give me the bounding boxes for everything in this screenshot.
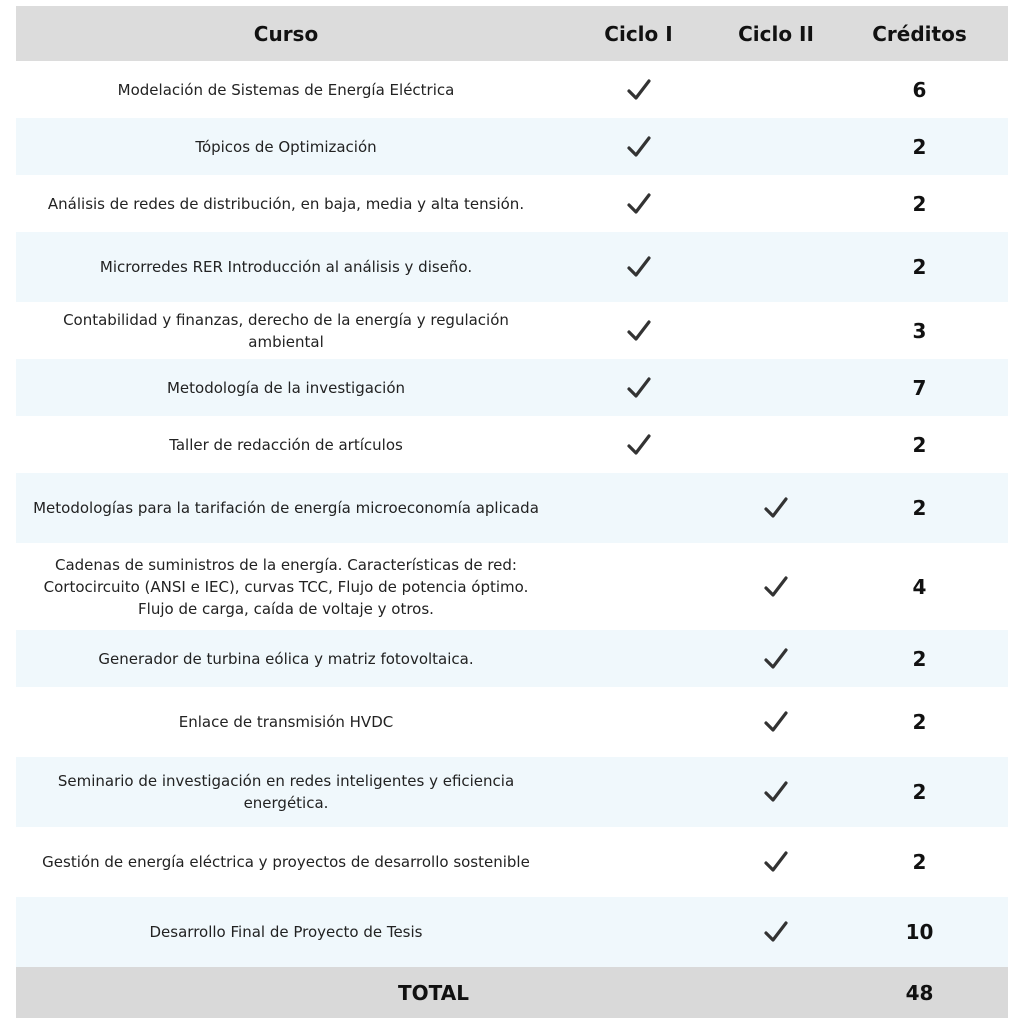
total-label: TOTAL — [398, 980, 469, 1005]
cycle-1-cell — [556, 687, 721, 757]
cycle-1-cell — [556, 302, 721, 359]
course-credits: 2 — [912, 780, 927, 804]
table-row — [16, 175, 1008, 232]
cycle-1-cell — [556, 897, 721, 967]
table-row — [16, 118, 1008, 175]
cycle-2-cell — [721, 757, 831, 827]
course-credits: 4 — [912, 574, 927, 599]
table-row — [16, 302, 1008, 359]
course-name: Microrredes RER Introducción al análisis y diseño. — [99, 258, 473, 276]
cycle-1-cell — [556, 232, 721, 302]
table-row — [16, 897, 1008, 967]
course-name: Contabilidad y finanzas, derecho de la energía y regulación ambiental — [63, 310, 509, 351]
total-spacer — [721, 967, 831, 1018]
header-credits: Créditos — [872, 21, 967, 46]
cycle-1-cell — [556, 118, 721, 175]
cycle-1-cell — [556, 630, 721, 687]
cycle-1-cell — [556, 175, 721, 232]
courses-table — [16, 6, 1008, 1018]
cycle-1-cell — [556, 473, 721, 543]
course-name: Gestión de energía eléctrica y proyectos de desarrollo sostenible — [42, 853, 530, 871]
checkmark-icon — [762, 778, 790, 806]
cycle-1-cell — [556, 827, 721, 897]
checkmark-icon — [762, 848, 790, 876]
checkmark-icon — [625, 76, 653, 104]
table-header-row — [16, 6, 1008, 61]
header-cycle-1: Ciclo I — [604, 21, 673, 46]
checkmark-icon — [762, 708, 790, 736]
course-credits: 2 — [912, 432, 927, 457]
header-course: Curso — [253, 21, 319, 46]
course-name: Enlace de transmisión HVDC — [178, 713, 394, 731]
cycle-2-cell — [721, 687, 831, 757]
total-row — [16, 967, 1008, 1018]
course-credits: 2 — [912, 191, 927, 216]
cycle-2-cell — [721, 827, 831, 897]
cycle-2-cell — [721, 359, 831, 416]
checkmark-icon — [625, 190, 653, 218]
checkmark-icon — [625, 374, 653, 402]
course-credits: 7 — [912, 375, 927, 400]
course-name: Taller de redacción de artículos — [169, 435, 403, 454]
checkmark-icon — [762, 494, 790, 522]
table-row — [16, 757, 1008, 827]
course-credits: 2 — [912, 134, 927, 159]
course-credits: 10 — [905, 920, 934, 944]
table-row — [16, 687, 1008, 757]
checkmark-icon — [762, 645, 790, 673]
course-credits: 2 — [912, 710, 927, 734]
total-credits: 48 — [905, 980, 934, 1005]
cycle-2-cell — [721, 630, 831, 687]
cycle-2-cell — [721, 897, 831, 967]
table-row — [16, 232, 1008, 302]
course-name: Metodologías para la tarifación de energía microeconomía aplicada — [33, 499, 539, 517]
course-name: Cadenas de suministros de la energía. Características de red: Cortocircuito (ANSI e IEC), curvas TCC, Flujo de potencia óptimo. Flujo de carga, caída de voltaje y otros. — [43, 555, 529, 618]
checkmark-icon — [625, 133, 653, 161]
course-name: Tópicos de Optimización — [195, 137, 377, 156]
course-name: Metodología de la investigación — [166, 378, 406, 397]
cycle-2-cell — [721, 175, 831, 232]
course-name: Análisis de redes de distribución, en baja, media y alta tensión. — [47, 194, 525, 213]
course-name: Generador de turbina eólica y matriz fotovoltaica. — [98, 649, 474, 668]
checkmark-icon — [625, 431, 653, 459]
cycle-2-cell — [721, 416, 831, 473]
table-row — [16, 543, 1008, 630]
cycle-1-cell — [556, 359, 721, 416]
checkmark-icon — [625, 317, 653, 345]
course-credits: 2 — [912, 850, 927, 874]
cycle-1-cell — [556, 416, 721, 473]
table-row — [16, 630, 1008, 687]
header-cycle-2: Ciclo II — [738, 21, 814, 46]
course-credits: 2 — [912, 646, 927, 671]
course-credits: 2 — [912, 496, 927, 520]
cycle-2-cell — [721, 118, 831, 175]
course-credits: 2 — [912, 255, 927, 279]
table-row — [16, 473, 1008, 543]
table-row — [16, 827, 1008, 897]
cycle-2-cell — [721, 232, 831, 302]
table-row — [16, 359, 1008, 416]
table-row — [16, 416, 1008, 473]
cycle-1-cell — [556, 61, 721, 118]
checkmark-icon — [625, 253, 653, 281]
checkmark-icon — [762, 573, 790, 601]
cycle-2-cell — [721, 543, 831, 630]
course-name: Desarrollo Final de Proyecto de Tesis — [149, 923, 423, 941]
cycle-2-cell — [721, 473, 831, 543]
course-credits: 3 — [912, 318, 927, 343]
course-credits: 6 — [912, 77, 927, 102]
cycle-2-cell — [721, 61, 831, 118]
course-name: Seminario de investigación en redes inteligentes y eficiencia energética. — [57, 772, 515, 812]
cycle-1-cell — [556, 757, 721, 827]
table-body — [16, 61, 1008, 967]
checkmark-icon — [762, 918, 790, 946]
cycle-1-cell — [556, 543, 721, 630]
table-row — [16, 61, 1008, 118]
cycle-2-cell — [721, 302, 831, 359]
course-name: Modelación de Sistemas de Energía Eléctrica — [117, 80, 455, 99]
